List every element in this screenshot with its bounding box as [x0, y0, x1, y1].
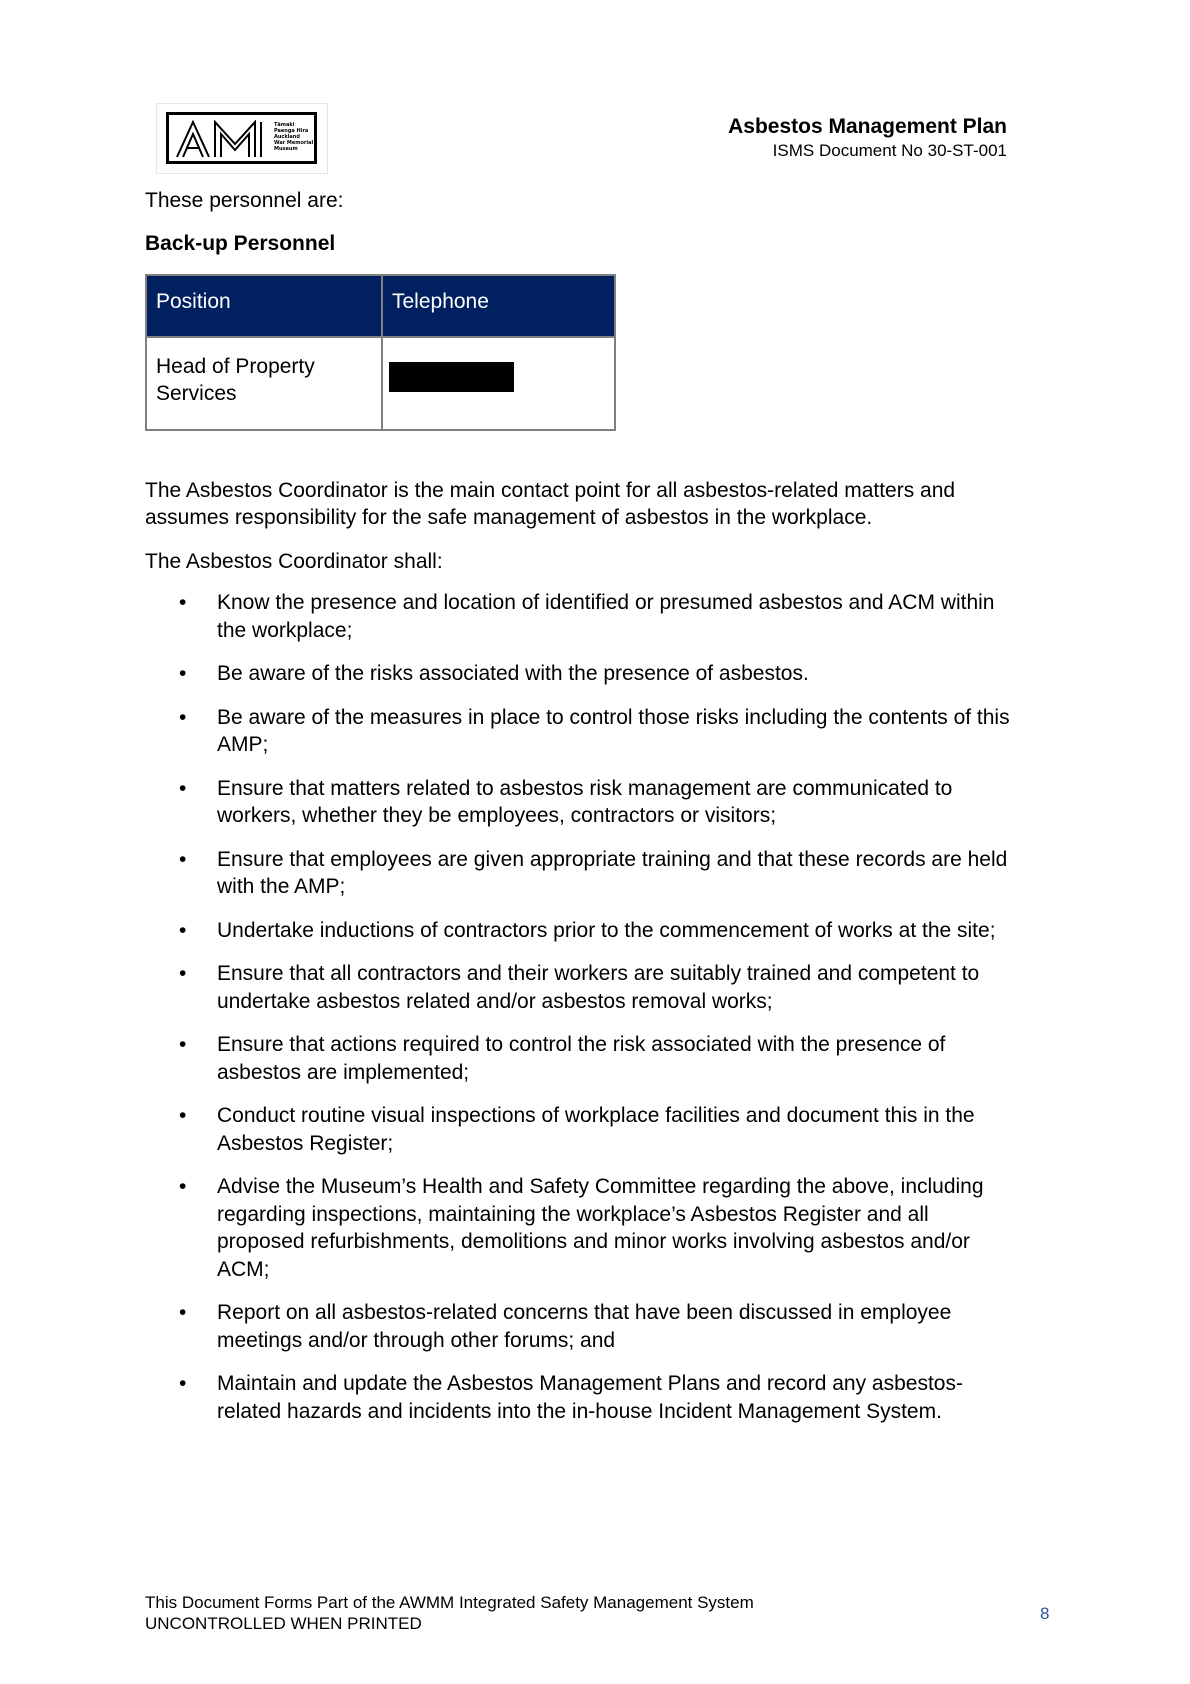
- list-item: [145, 1031, 1065, 1086]
- coordinator-shall-text: The Asbestos Coordinator shall:: [145, 550, 443, 573]
- position-line-1: Head of Property: [156, 355, 315, 378]
- list-item-text: meetings and/or through other forums; and: [217, 1328, 616, 1352]
- bullet-icon: •: [179, 776, 187, 800]
- list-item: [145, 1102, 1065, 1157]
- coordinator-paragraph-line-2: assumes responsibility for the safe management of asbestos in the workplace.: [145, 506, 873, 529]
- list-item: [145, 1299, 1065, 1354]
- list-item-text: Be aware of the measures in place to control those risks including the contents of this: [217, 705, 1010, 729]
- list-item-text: undertake asbestos related and/or asbestos removal works;: [217, 989, 773, 1013]
- column-header-telephone: Telephone: [382, 275, 615, 337]
- bullet-icon: •: [179, 1175, 187, 1198]
- intro-text: These personnel are:: [145, 189, 344, 212]
- list-item: [145, 846, 1065, 901]
- list-item: [145, 917, 1065, 945]
- museum-logo: [156, 103, 328, 174]
- bullet-icon: •: [179, 1372, 187, 1395]
- page-number: 8: [1040, 1604, 1050, 1623]
- list-item-text: with the AMP;: [217, 875, 346, 898]
- list-item: [145, 1370, 1065, 1425]
- logo-am-mark: [175, 120, 271, 158]
- list-item-text: Ensure that actions required to control the risk associated with the presence of: [217, 1033, 946, 1056]
- bullet-icon: •: [179, 662, 187, 685]
- coordinator-paragraph-line-1: The Asbestos Coordinator is the main contact point for all asbestos-related matters and: [145, 479, 956, 502]
- bullet-icon: •: [179, 918, 187, 942]
- list-item-text: Maintain and update the Asbestos Management Plans and record any asbestos-: [217, 1372, 963, 1395]
- list-item-text: Undertake inductions of contractors prior to the commencement of works at the site;: [217, 918, 996, 942]
- list-item: [145, 589, 1065, 644]
- list-item-text: AMP;: [217, 733, 269, 756]
- list-item-text: regarding inspections, maintaining the workplace’s Asbestos Register and all: [217, 1202, 929, 1226]
- duties-list: [145, 589, 1065, 1441]
- list-item-text: Ensure that all contractors and their workers are suitably trained and competent to: [217, 962, 980, 985]
- list-item-text: workers, whether they be employees, contractors or visitors;: [217, 804, 777, 827]
- bullet-icon: •: [179, 1104, 187, 1127]
- list-item-text: Report on all asbestos-related concerns that have been discussed in employee: [217, 1301, 952, 1324]
- document-number: ISMS Document No 30-ST-001: [772, 141, 1007, 160]
- list-item: [145, 704, 1065, 759]
- footer-line-1: This Document Forms Part of the AWMM Integrated Safety Management System: [145, 1593, 754, 1612]
- position-line-2: Services: [156, 382, 237, 405]
- list-item-text: Asbestos Register;: [217, 1131, 394, 1155]
- bullet-icon: •: [179, 847, 187, 871]
- bullet-icon: •: [179, 1033, 187, 1056]
- list-item: [145, 775, 1065, 830]
- logo-frame: [166, 112, 317, 164]
- list-item-text: Conduct routine visual inspections of workplace facilities and document this in the: [217, 1104, 975, 1127]
- list-item: [145, 960, 1065, 1015]
- list-item-text: ACM;: [217, 1257, 270, 1281]
- position-cell: [146, 337, 382, 430]
- list-item-text: proposed refurbishments, demolitions and minor works involving asbestos and/or: [217, 1230, 970, 1253]
- column-header-position: Position: [146, 275, 382, 337]
- list-item-text: Advise the Museum’s Health and Safety Committee regarding the above, including: [217, 1175, 984, 1198]
- redacted-telephone: [389, 362, 514, 392]
- document-title: Asbestos Management Plan: [728, 115, 1007, 138]
- table-row: [146, 337, 615, 430]
- list-item-text: Be aware of the risks associated with the presence of asbestos.: [217, 662, 809, 685]
- list-item-text: the workplace;: [217, 618, 353, 642]
- list-item-text: asbestos are implemented;: [217, 1060, 470, 1084]
- list-item-text: related hazards and incidents into the in-house Incident Management System.: [217, 1399, 942, 1423]
- table-header-row: [146, 275, 615, 337]
- logo-text: Tāmaki Paenga Hira Auckland War Memorial Museum: [274, 122, 314, 152]
- bullet-icon: •: [179, 705, 187, 729]
- list-item-text: Ensure that matters related to asbestos risk management are communicated to: [217, 776, 953, 800]
- backup-personnel-heading: Back-up Personnel: [145, 232, 336, 255]
- telephone-cell: [382, 337, 615, 430]
- list-item-text: Ensure that employees are given appropriate training and that these records are held: [217, 847, 1008, 871]
- footer-line-2: UNCONTROLLED WHEN PRINTED: [145, 1614, 422, 1633]
- backup-personnel-table: [145, 274, 616, 431]
- bullet-icon: •: [179, 591, 187, 614]
- list-item: [145, 660, 1065, 688]
- bullet-icon: •: [179, 962, 187, 985]
- list-item: [145, 1173, 1065, 1283]
- bullet-icon: •: [179, 1301, 187, 1324]
- list-item-text: Know the presence and location of identified or presumed asbestos and ACM within: [217, 591, 995, 614]
